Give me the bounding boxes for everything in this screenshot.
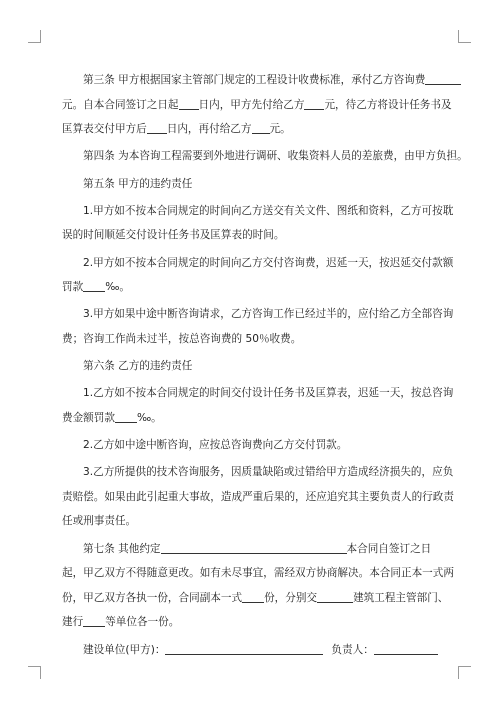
article-7-line-3: 份，甲乙双方各执一份，合同副本一式 份，分别交 建筑工程主管部门、 — [62, 591, 449, 604]
signature-line — [62, 638, 444, 663]
article-7-line-4: 建行 等单位各一份。 — [62, 616, 180, 629]
article-3-line-3: 匡算表交付甲方后 日内，再付给乙方 元。 — [62, 123, 291, 136]
article-4 — [62, 144, 468, 169]
article-6-item-2: 2.乙方如中途中断咨询，应按总咨询费向乙方交付罚款。 — [83, 439, 348, 452]
bank-blank[interactable] — [83, 614, 105, 627]
article-5-item-2: 2.甲方如不按本合同规定的时间向乙方交付咨询费，迟延一天，按迟延交付款额 罚款 ‰。 — [62, 251, 444, 300]
article-4-text: 第四条 为本咨询工程需要到外地进行调研、收集资料人员的差旅费，由甲方负担。 — [83, 150, 468, 163]
fee-blank[interactable] — [425, 72, 461, 85]
other-terms-blank[interactable] — [161, 541, 347, 554]
crop-mark-top-left — [28, 30, 41, 43]
crop-mark-bottom-left — [28, 666, 41, 679]
amount-blank[interactable] — [304, 97, 324, 110]
article-5-item-3: 3.甲方如果中途中断咨询请求，乙方咨询工作已经过半的，应付给乙方全部咨询 费；咨询工作尚未过半，按总咨询费的 50％收费。 — [62, 308, 454, 345]
days-blank[interactable] — [179, 97, 199, 110]
article-7-line-1: 第七条 其他约定 本合同自签订之日 — [83, 542, 432, 555]
responsible-person-field[interactable] — [374, 642, 438, 655]
penalty-rate-blank[interactable] — [115, 410, 137, 423]
party-a-label: 建设单位(甲方)： — [83, 643, 166, 656]
article-7: 第七条 其他约定 本合同自签订之日 起，甲乙双方不得随意更改。如有未尽事宜，需经双方协商解决。本合同正本一式两 份，甲乙双方各执一份，合同副本一式 份，分别交 建筑工程主管部门、 建行 等单位各一份。 — [62, 537, 444, 635]
article-6-item-1: 1.乙方如不按本合同规定的时间交付设计任务书及匡算表，迟延一天，按总咨询 费金额罚款 ‰。 — [62, 381, 444, 430]
penalty-rate-blank[interactable] — [83, 279, 105, 292]
article-5-item-1: 1.甲方如不按本合同规定的时间向乙方送交有关文件、图纸和资料，乙方可按耽 误的时间顺延交付设计任务书及匡算表的时间。 — [62, 204, 454, 242]
article-3 — [62, 68, 452, 142]
crop-mark-bottom-right — [458, 666, 471, 679]
document-body — [62, 68, 468, 665]
article-5-item-2-line-2: 罚款 ‰。 — [62, 281, 130, 294]
days-blank[interactable] — [147, 121, 167, 134]
party-a-signature-field[interactable] — [165, 642, 323, 655]
amount-blank[interactable] — [252, 121, 270, 134]
article-6-item-1-line-2: 费金额罚款 ‰。 — [62, 411, 162, 424]
authority-blank[interactable] — [317, 590, 353, 603]
responsible-person-label: 负责人： — [331, 643, 374, 656]
article-3-line-1: 第三条 甲方根据国家主管部门规定的工程设计收费标准，承付乙方咨询费 — [62, 68, 444, 93]
crop-mark-top-right — [458, 30, 471, 43]
article-6-item-3: 3.乙方所提供的技术咨询服务，因质量缺陷或过错给甲方造成经济损失的，应负 责赔偿。如果由此引起重大事故，造成严重后果的，还应追究其主要负责人的行政责 任或刑事责任。 — [62, 466, 454, 528]
article-5-title: 第五条 甲方的违约责任 — [83, 177, 193, 190]
article-6-title: 第六条 乙方的违约责任 — [83, 360, 193, 373]
copies-blank[interactable] — [242, 590, 264, 603]
article-3-line-2: 元。自本合同签订之日起 日内，甲方先付给乙方 元，待乙方将设计任务书及 — [62, 98, 452, 111]
